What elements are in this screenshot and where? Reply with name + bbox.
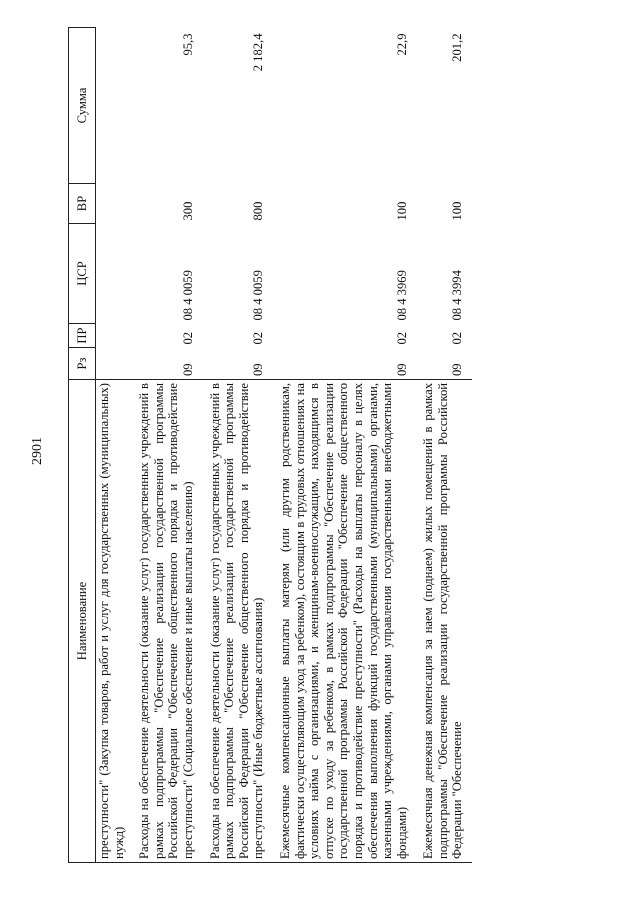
table-row: [132, 28, 202, 863]
row-vr: 800: [251, 201, 266, 221]
row-csr: 08 4 0059: [251, 270, 266, 321]
table-row: [273, 28, 416, 863]
row-sum: 201,2: [450, 33, 465, 62]
header-csr: ЦСР: [69, 224, 96, 324]
row-name: Расходы на обеспечение деятельности (оказание услуг) государственных учреждений в рамках подпрограммы "Обеспечение реализации государственной программы Российской Федерации "Обеспечение общественного порядка и противодействие преступности" (Иные бюджетные ассигнования): [203, 380, 273, 863]
row-sum: 95,3: [180, 33, 195, 56]
header-pr: ПР: [69, 324, 96, 348]
row-rz: 09: [180, 363, 195, 376]
table-row: [203, 28, 273, 863]
row-vr: 300: [180, 201, 195, 221]
row-name: Ежемесячные компенсационные выплаты матерям (или другим родственникам, фактически осуществляющим уход за ребенком), состоящим в трудовых отношениях на условиях найма с организациями, и женщинам-военнослужащим, находящимся в отпуске по уходу за ребенком, в рамках подпрограммы "Обеспечение реализации государственной программы Российской Федерации "Обеспечение общественного порядка и противодействие преступности" (Расходы на выплаты персоналу в целях обеспечения выполнения функций государственными (муниципальными) органами, казенными учреждениями, органами управления государственными внебюджетными фондами): [273, 380, 416, 863]
header-sum: Сумма: [69, 28, 96, 184]
row-rz: 09: [394, 363, 409, 376]
header-vr: ВР: [69, 184, 96, 224]
budget-table: [68, 27, 472, 863]
page-number: 2901: [30, 437, 45, 465]
row-sum: 2 182,4: [251, 33, 266, 72]
row-csr: 08 4 3994: [450, 270, 465, 321]
table-header-row: [69, 28, 96, 863]
row-name: Ежемесячная денежная компенсация за наем (поднаем) жилых помещений в рамках подпрограммы "Обеспечение реализации государственной программы Российской Федерации "Обеспечение: [416, 380, 472, 863]
table-row: [416, 28, 472, 863]
row-name: преступности" (Закупка товаров, работ и услуг для государственных (муниципальных) нужд): [96, 380, 133, 863]
row-csr: 08 4 3969: [394, 270, 409, 321]
row-rz: 09: [251, 363, 266, 376]
row-vr: 100: [394, 201, 409, 221]
row-vr: 100: [450, 201, 465, 221]
row-csr: 08 4 0059: [180, 270, 195, 321]
row-pr: 02: [180, 331, 195, 345]
row-sum: 22,9: [394, 33, 409, 56]
header-rz: Рз: [69, 348, 96, 380]
row-pr: 02: [251, 331, 266, 345]
row-pr: 02: [394, 331, 409, 345]
table-row-continuation: [96, 28, 133, 863]
row-pr: 02: [450, 331, 465, 345]
row-name: Расходы на обеспечение деятельности (оказание услуг) государственных учреждений в рамках подпрограммы "Обеспечение реализации государственной программы Российской Федерации "Обеспечение общественного порядка и противодействие преступности" (Социальное обеспечение и иные выплаты населению): [132, 380, 202, 863]
row-rz: 09: [450, 363, 465, 376]
header-name: Наименование: [69, 380, 96, 863]
